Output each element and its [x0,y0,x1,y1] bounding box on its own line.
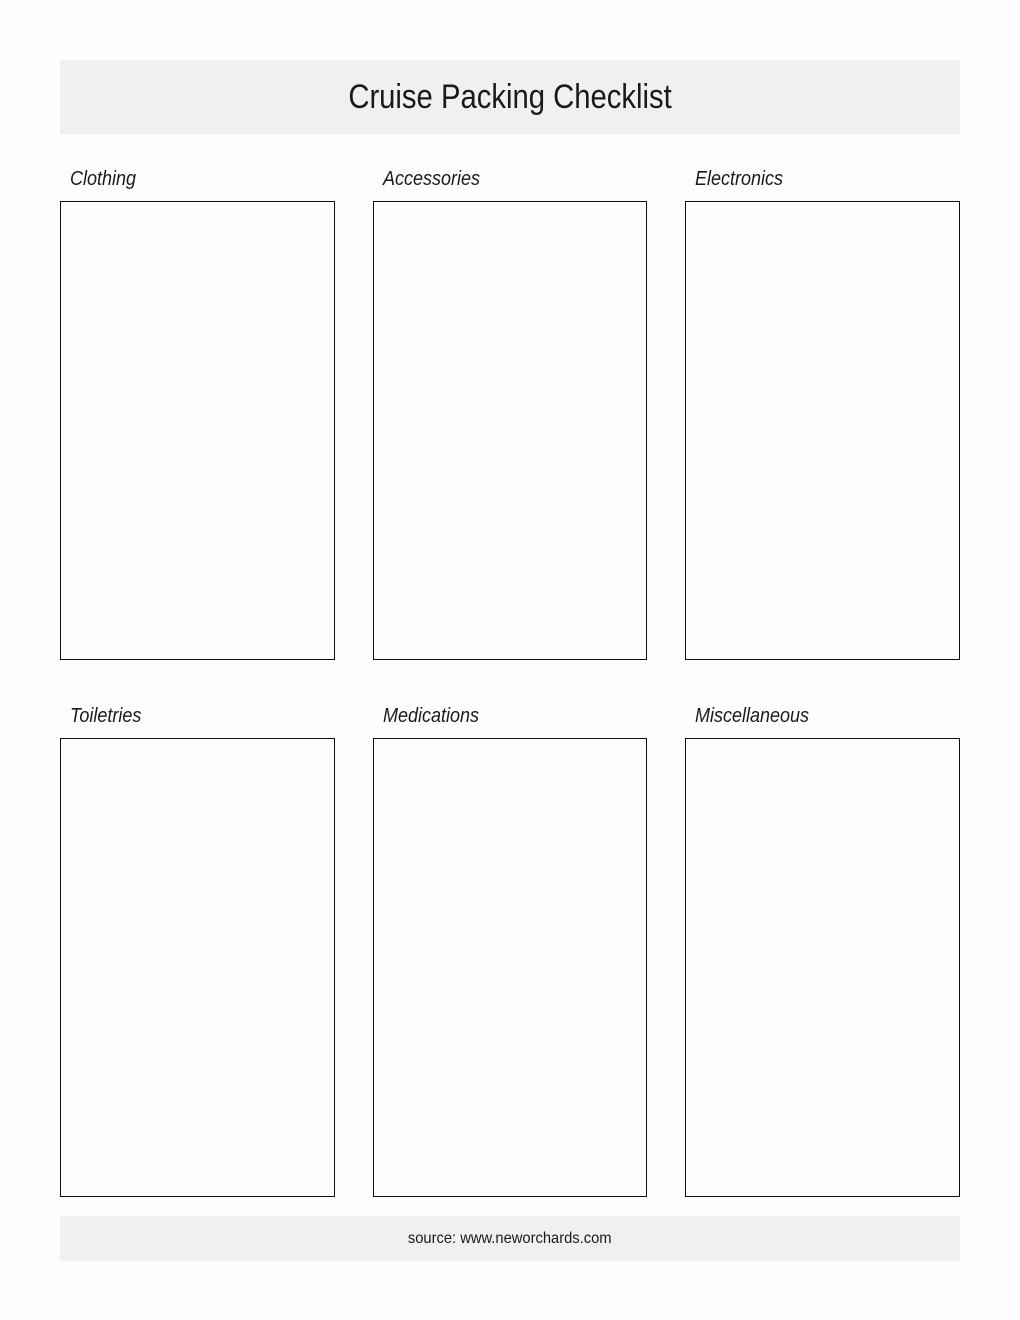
footer-bar [60,1216,960,1261]
section-miscellaneous [685,705,960,1197]
page-title: Cruise Packing Checklist [348,77,672,116]
title-bar [60,60,960,134]
section-toiletries [60,705,335,1197]
section-label-medications: Medications [382,705,479,727]
section-label-miscellaneous: Miscellaneous [695,705,810,727]
section-box-clothing [60,201,335,660]
section-box-miscellaneous [685,738,960,1197]
section-label-clothing: Clothing [70,168,137,190]
section-box-toiletries [60,738,335,1197]
section-clothing [60,168,335,660]
section-label-toiletries: Toiletries [70,705,142,727]
section-box-medications [373,738,648,1197]
section-medications [373,705,648,1197]
section-label-electronics: Electronics [695,168,784,190]
section-label-accessories: Accessories [382,168,480,190]
sections-grid [60,168,960,1197]
section-box-electronics [685,201,960,660]
section-accessories [373,168,648,660]
source-text: source: www.neworchards.com [408,1229,612,1247]
section-box-accessories [373,201,648,660]
section-electronics [685,168,960,660]
